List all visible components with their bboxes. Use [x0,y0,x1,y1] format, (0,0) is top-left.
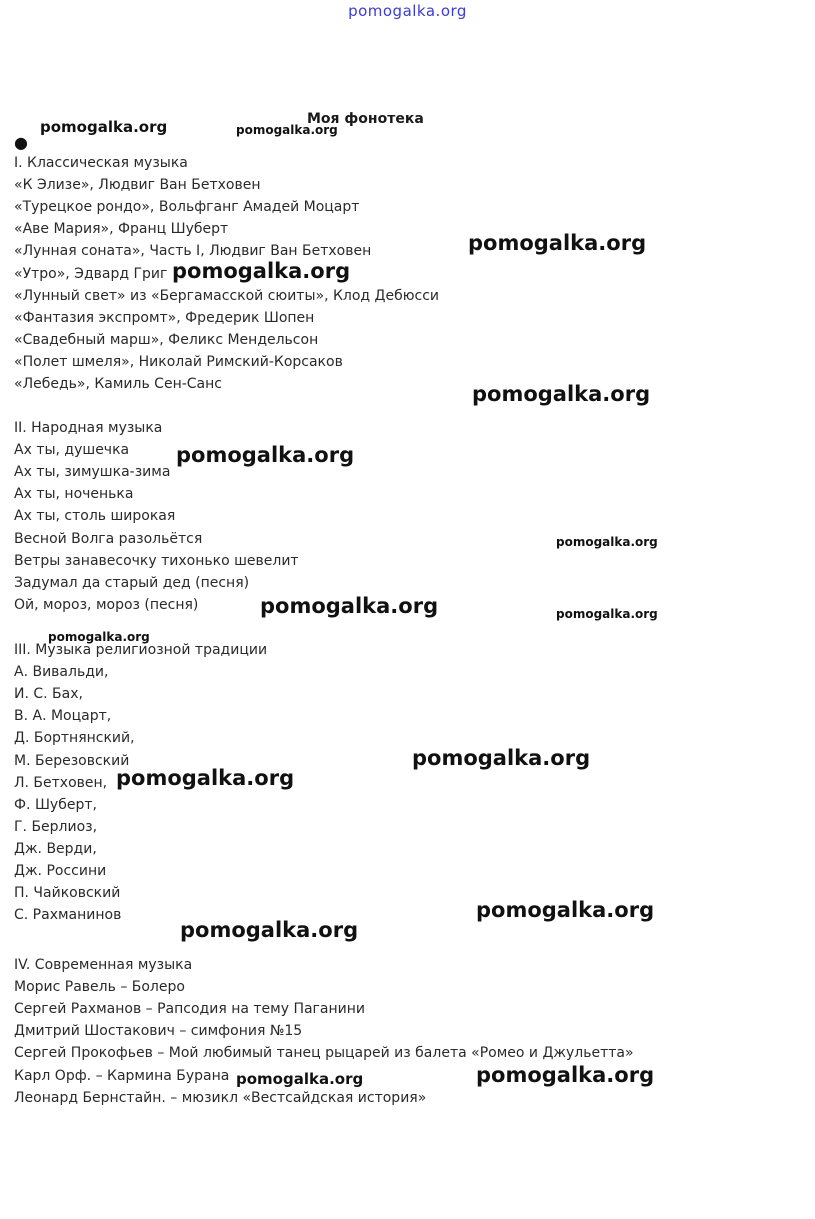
list-item: «Аве Мария», Франц Шуберт [14,221,229,237]
watermark: pomogalka.org [116,766,295,790]
list-item: С. Рахманинов [14,907,122,923]
section-heading: II. Народная музыка [14,420,163,436]
list-item: Дж. Верди, [14,841,97,857]
watermark: pomogalka.org [556,535,658,549]
list-item: Ф. Шуберт, [14,797,97,813]
list-item: Ах ты, ноченька [14,486,134,502]
list-item: Карл Орф. – Кармина Бурана [14,1068,230,1084]
list-item: Дмитрий Шостакович – симфония №15 [14,1023,303,1039]
list-item: Ой, мороз, мороз (песня) [14,597,199,613]
list-item: Леонард Бернстайн. – мюзикл «Вестсайдская история» [14,1090,427,1106]
list-item: «Лунный свет» из «Бергамасской сюиты», Клод Дебюсси [14,288,440,304]
list-item: П. Чайковский [14,885,121,901]
list-item: Морис Равель – Болеро [14,979,185,995]
document-title: Моя фонотека [307,111,424,127]
list-item: «К Элизе», Людвиг Ван Бетховен [14,177,261,193]
list-item: «Турецкое рондо», Вольфганг Амадей Моцарт [14,199,360,215]
watermark: pomogalka.org [48,630,150,644]
list-item: «Лунная соната», Часть I, Людвиг Ван Бетховен [14,243,372,259]
section-heading: I. Классическая музыка [14,155,188,171]
list-item: «Утро», Эдвард Григ [14,266,168,282]
list-item: Сергей Рахманов – Рапсодия на тему Паганини [14,1001,365,1017]
list-item: Весной Волга разольётся [14,531,203,547]
watermark: pomogalka.org [556,607,658,621]
list-item: Ах ты, душечка [14,442,130,458]
section-heading: IV. Современная музыка [14,957,193,973]
watermark: pomogalka.org [180,918,359,942]
watermark: pomogalka.org [476,1063,655,1087]
watermark: pomogalka.org [412,746,591,770]
list-item: М. Березовский [14,753,130,769]
watermark: pomogalka.org [260,594,439,618]
list-item: «Лебедь», Камиль Сен-Санс [14,376,222,392]
list-item: «Фантазия экспромт», Фредерик Шопен [14,310,315,326]
bullet-marker: ● [14,133,28,152]
list-item: И. С. Бах, [14,686,83,702]
watermark: pomogalka.org [236,1070,364,1088]
list-item: Л. Бетховен, [14,775,108,791]
section-heading: III. Музыка религиозной традиции [14,642,268,658]
watermark: pomogalka.org [468,231,647,255]
watermark: pomogalka.org [236,123,338,137]
list-item: «Свадебный марш», Феликс Мендельсон [14,332,319,348]
watermark: pomogalka.org [176,443,355,467]
watermark: pomogalka.org [172,259,351,283]
list-item: Ах ты, столь широкая [14,508,176,524]
list-item: Ах ты, зимушка-зима [14,464,171,480]
list-item: В. А. Моцарт, [14,708,112,724]
list-item: «Полет шмеля», Николай Римский-Корсаков [14,354,343,370]
list-item: Дж. Россини [14,863,107,879]
list-item: Д. Бортнянский, [14,730,135,746]
site-header-link[interactable]: pomogalka.org [348,2,467,20]
list-item: Г. Берлиоз, [14,819,98,835]
list-item: Задумал да старый дед (песня) [14,575,250,591]
list-item: А. Вивальди, [14,664,109,680]
list-item: Сергей Прокофьев – Мой любимый танец рыцарей из балета «Ромео и Джульетта» [14,1045,634,1061]
watermark: pomogalka.org [40,118,168,136]
watermark: pomogalka.org [476,898,655,922]
list-item: Ветры занавесочку тихонько шевелит [14,553,299,569]
watermark: pomogalka.org [472,382,651,406]
